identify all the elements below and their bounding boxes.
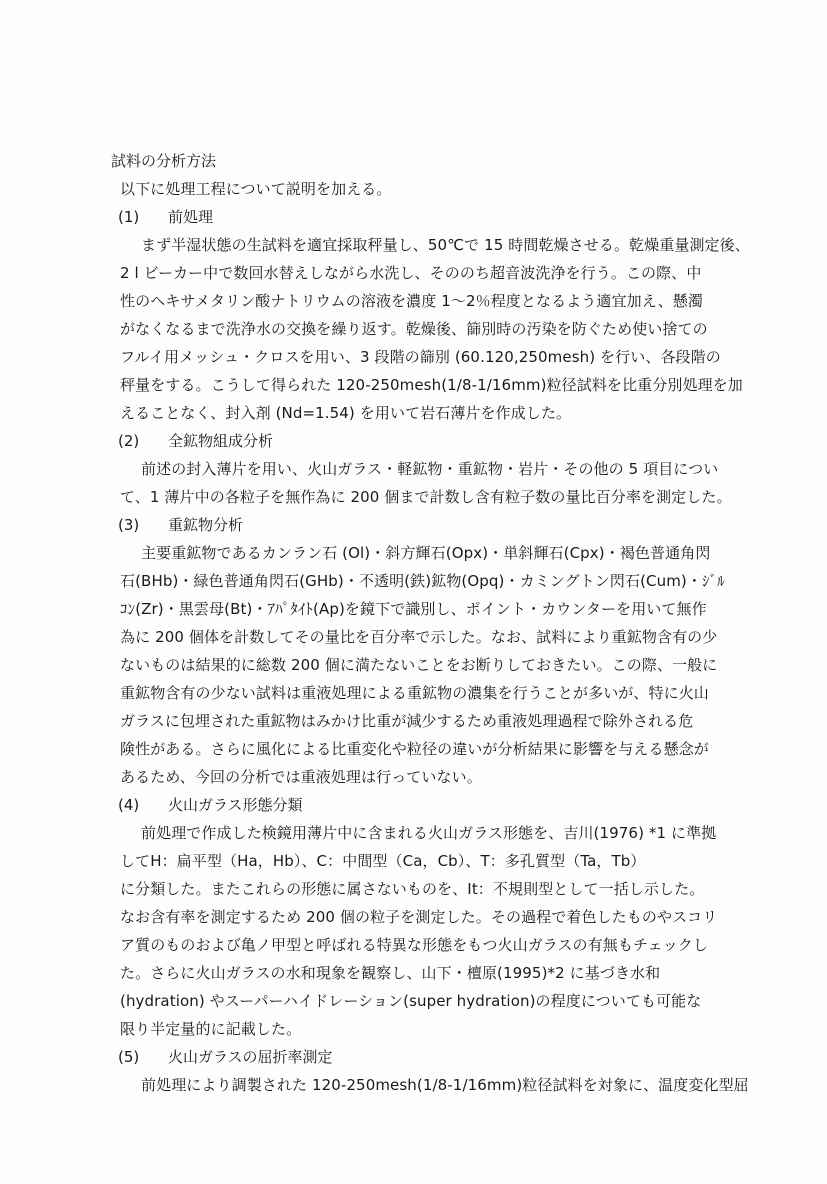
section-title: 前処理	[168, 208, 214, 226]
section-3-heading	[118, 514, 243, 536]
section-3-line: あるため、今回の分析では重液処理は行っていない。	[120, 768, 482, 786]
section-1-line: がなくなるまで洗浄水の交換を繰り返す。乾燥後、篩別時の汚染を防ぐため使い捨ての	[120, 320, 708, 338]
section-title: 重鉱物分析	[168, 516, 244, 534]
section-1-line: 2 l ビーカー中で数回水替えしながら水洗し、そののち超音波洗浄を行う。この際、中	[120, 264, 702, 282]
section-title: 火山ガラス形態分類	[168, 796, 303, 814]
section-3-line: 主要重鉱物であるカンラン石 (Ol)・斜方輝石(Opx)・単斜輝石(Cpx)・褐色普通角閃	[141, 544, 711, 562]
document-title: 試料の分析方法	[111, 152, 217, 170]
intro-text: 以下に処理工程について説明を加える。	[120, 180, 392, 198]
section-4-line: 前処理で作成した検鏡用薄片中に含まれる火山ガラス形態を、吉川(1976) *1 に準拠	[141, 824, 717, 842]
section-4-line: してH：扁平型（Ha，Hb）、C：中間型（Ca，Cb）、T：多孔質型（Ta，Tb）	[120, 852, 646, 870]
section-5-heading	[118, 1046, 333, 1068]
section-2-heading	[118, 430, 273, 452]
section-4-heading	[118, 794, 303, 816]
section-2-line: て、1 薄片中の各粒子を無作為に 200 個まで計数し含有粒子数の量比百分率を測定した。	[120, 488, 732, 506]
section-number: (2)	[118, 432, 140, 450]
section-3-line: ないものは結果的に総数 200 個に満たないことをお断りしておきたい。この際、一般に	[120, 656, 718, 674]
section-title: 火山ガラスの屈折率測定	[168, 1048, 333, 1066]
section-number: (5)	[118, 1048, 140, 1066]
section-4-line: ア質のものおよび亀ノ甲型と呼ばれる特異な形態をもつ火山ガラスの有無もチェックし	[120, 936, 709, 954]
section-5-line: 前処理により調製された 120-250mesh(1/8-1/16mm)粒径試料を対象に、温度変化型屈	[141, 1076, 749, 1094]
section-title: 全鉱物組成分析	[168, 432, 274, 450]
section-3-line: 石(BHb)・緑色普通角閃石(GHb)・不透明(鉄)鉱物(Opq)・カミングトン閃石(Cum)・ｼﾞﾙ	[120, 572, 725, 590]
section-4-line: た。さらに火山ガラスの水和現象を観察し、山下・檀原(1995)*2 に基づき水和	[120, 964, 661, 982]
section-4-line: 限り半定量的に記載した。	[120, 1020, 302, 1038]
section-1-heading	[118, 206, 213, 228]
section-number: (1)	[118, 208, 140, 226]
section-4-line: なお含有率を測定するため 200 個の粒子を測定した。その過程で着色したものやスコリ	[120, 908, 718, 926]
section-3-line: ｺﾝ(Zr)・黒雲母(Bt)・ｱﾊﾟﾀｲﾄ(Ap)を鏡下で識別し、ポイント・カウンターを用いて無作	[120, 600, 707, 618]
section-2-line: 前述の封入薄片を用い、火山ガラス・軽鉱物・重鉱物・岩片・その他の 5 項目につい	[141, 460, 719, 478]
section-1-line: 性のヘキサメタリン酸ナトリウムの溶液を濃度 1～2％程度となるよう適宜加え、懸濁	[120, 292, 704, 310]
section-1-line: まず半湿状態の生試料を適宜採取秤量し、50℃で 15 時間乾燥させる。乾燥重量測定後、	[141, 236, 750, 254]
section-1-line: えることなく、封入剤 (Nd=1.54) を用いて岩石薄片を作成した。	[120, 404, 572, 422]
section-1-line: フルイ用メッシュ・クロスを用い、3 段階の篩別 (60.120,250mesh) を行い、各段階の	[120, 348, 721, 366]
section-4-line: に分類した。またこれらの形態に属さないものを、It：不規則型として一括し示した。	[120, 880, 705, 898]
section-number: (3)	[118, 516, 140, 534]
section-number: (4)	[118, 796, 140, 814]
section-3-line: 険性がある。さらに風化による比重変化や粒径の違いが分析結果に影響を与える懸念が	[120, 740, 709, 758]
section-3-line: 重鉱物含有の少ない試料は重液処理による重鉱物の濃集を行うことが多いが、特に火山	[120, 684, 709, 702]
section-4-line: (hydration) やスーパーハイドレーション(super hydration)の程度についても可能な	[120, 992, 702, 1010]
section-1-line: 秤量をする。こうして得られた 120-250mesh(1/8-1/16mm)粒径試料を比重分別処理を加	[120, 376, 743, 394]
section-3-line: 為に 200 個体を計数してその量比を百分率で示した。なお、試料により重鉱物含有の少	[120, 628, 718, 646]
section-3-line: ガラスに包埋された重鉱物はみかけ比重が減少するため重液処理過程で除外される危	[120, 712, 694, 730]
